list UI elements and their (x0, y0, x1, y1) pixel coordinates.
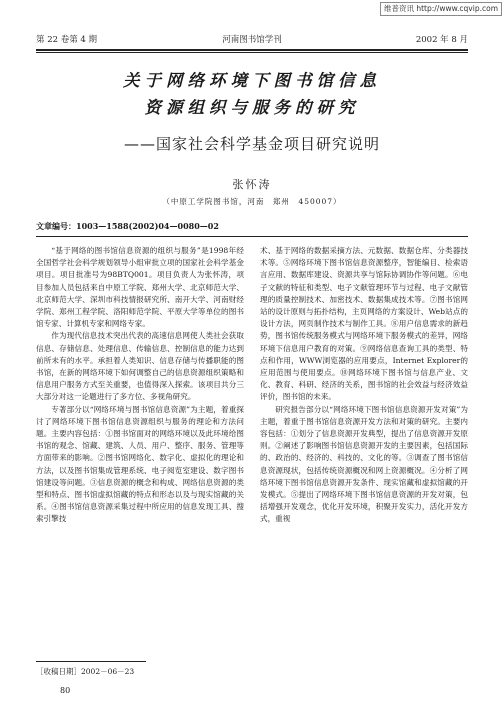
body-paragraph: 专著部分以“网络环境与图书馆信息资源”为主题，着重探讨了网络环境下图书馆信息资源组织与服务的理论和方法问题。主要内容包括：①图书馆面对的网络环境以及此环境给图书馆的观念、馆藏、建筑、人员、用户、整序、服务、管理等方面带来的影响。②图书馆网络化、数字化、虚拟化的理论和方法，以及图书馆集成管理系统、电子阅览室建设、数字图书馆建设等问题。③信息资源的概念和构成、网络信息资源的类型和特点、图书馆虚拟馆藏的特点和形态以及与现实馆藏的关系。④图书馆信息资源采集过程中所应用的信息发现工具、搜索引擎技 (36, 404, 244, 524)
received-date: ［收稿日期］2002－06－23 (36, 667, 135, 676)
watermark-label: 维普资讯 http://www.cqvip.com (380, 2, 502, 16)
section-divider (36, 236, 468, 237)
issue-date: 2002 年 8 月 (415, 35, 468, 45)
issue-label: 第 22 卷第 4 期 (36, 35, 98, 45)
author-name: 张怀涛 (232, 178, 272, 191)
header-rule-thin (36, 52, 468, 53)
page-number: 80 (60, 686, 71, 695)
article-subtitle: ——国家社会科学基金项目研究说明 (123, 135, 380, 153)
left-column (36, 245, 244, 526)
body-paragraph: 研究报告部分以“网络环境下图书馆信息资源开发对策”为主题，着重于图书馆信息资源开发方法和对策的研究。主要内容包括：①划分了信息资源开发典型，提出了信息资源开发原则。②阐述了影响图书馆信息资源开发的主要因素，包括国际的、政治的、经济的、科技的、文化的等。③调查了图书馆信息资源现状，包括传统资源概况和网上资源概况。④分析了网络环境下图书馆信息资源开发条件、现实馆藏和虚拟馆藏的开发模式。⑤提出了网络环境下图书馆信息资源的开发对策，包括增强开发观念，优化开发环境，积聚开发实力，活化开发方式，重视 (260, 404, 468, 524)
body-paragraph: 作为现代信息技术突出代表的高速信息网使人类社会获取信息、存储信息、处理信息、传输信息、控制信息的能力达到前所未有的水平。承担着人类知识、信息存储与传播职能的图书馆，在新的网络环境下如何调整自己的信息资源组织策略和信息用户服务方式至关重要，也值得深入探索。该项目共分三大部分对这一论题进行了多方位、多视角研究。 (36, 331, 244, 402)
right-column (260, 245, 468, 526)
article-number: 文章编号：1003—1588(2002)04—0080—02 (36, 221, 219, 231)
body-paragraph-continued: 术、基于网络的数据采摘方法、元数据、数据仓库、分类器技术等。⑤网络环境下图书馆信息资源整序，智能编目、检索语言应用、数据库建设、资源共享与馆际协调协作等问题。⑥电子文献的特征和类型、电子文献管理环节与过程、电子文献管理的质量控制技术、加密技术、数据集成技术等。⑦图书馆网站的设计原则与拓扑结构，主页网络的方案设计、Web站点的设计方法，网页制作技术与制作工具。⑧用户信息需求的新趋势，图书馆传统服务模式与网络环境下服务模式的差异，网络环境下信息用户教育的对策。⑨网络信息查询工具的类型、特点和作用，WWW浏览器的应用要点，Internet Explorer的应用范围与使用要点。⑩网络环境下图书馆与信息产业、文化、教育、科研、经济的关系，图书馆的社会效益与经济效益评价，图书馆的未来。 (260, 246, 468, 402)
body-paragraph: “基于网络的图书馆信息资源的组织与服务”是1998年经全国哲学社会科学规划领导小组审批立项的国家社会科学基金项目。项目批准号为98BTQ001。项目负责人为张怀涛，项目参加人员包括来自中原工学院、郑州大学、北京师范大学、北京师范大学、深圳市科技情报研究所、南开大学、河南财经学院、郑州工程学院、洛阳师范学院、平原大学等单位的图书馆专家、计算机专家和网络专家。 (36, 246, 244, 329)
author-affiliation: （中原工学院图书馆，河南 郑州 450007） (162, 197, 342, 206)
article-title-line1: 关于网络环境下图书馆信息 (123, 71, 381, 90)
header-rule-thick (36, 49, 468, 51)
journal-name: 河南图书馆学刊 (222, 35, 282, 45)
article-title-line2: 资源组织与服务的研究 (144, 98, 360, 117)
footnote-rule (36, 661, 146, 662)
running-header (36, 34, 468, 46)
